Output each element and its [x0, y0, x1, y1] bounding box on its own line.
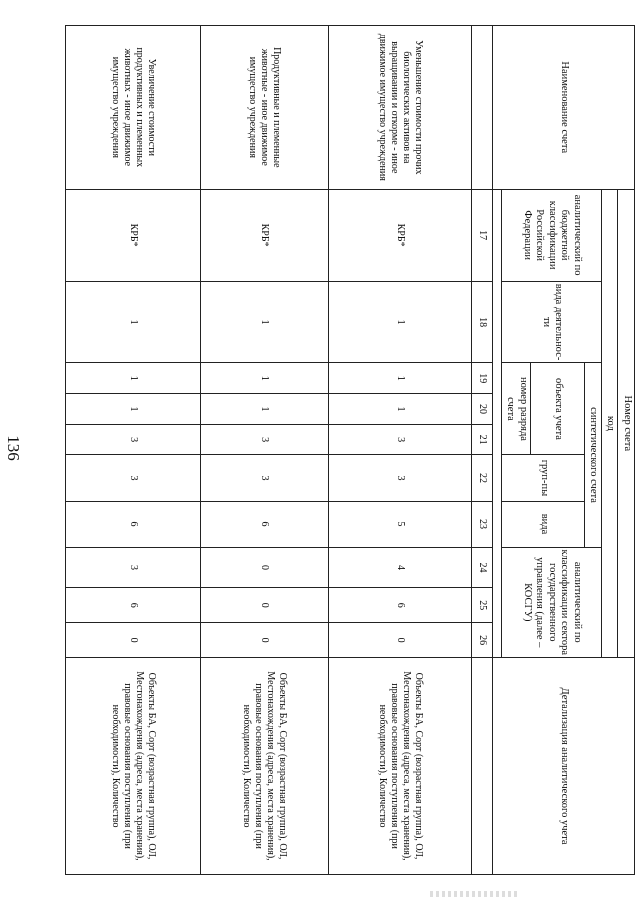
row-cell: 6 [329, 588, 472, 623]
header-analytic-budget: аналитический по бюджетной классификации Российской Федерации [502, 189, 602, 281]
accounts-table [65, 25, 635, 875]
row-cell: 3 [66, 424, 201, 455]
row-cell: 0 [200, 588, 328, 623]
header-account-name: Наименование счета [492, 26, 634, 190]
row-cell: 0 [66, 623, 201, 658]
header-spacer [492, 189, 501, 657]
row-cell: 6 [200, 501, 328, 547]
row-cell: 1 [329, 394, 472, 425]
table-row [329, 26, 472, 875]
column-number: 17 [472, 189, 493, 281]
row-cell: 1 [200, 363, 328, 394]
header-group: груп-пы [502, 455, 585, 501]
column-number: 24 [472, 547, 493, 588]
row-cell: 6 [66, 501, 201, 547]
header-activity-type: вида деятельнос-ти [502, 281, 602, 363]
rotated-table-frame [65, 25, 635, 875]
column-number-row [472, 26, 493, 875]
row-detail: Объекты БА, Сорт (возрастная группа), ОЛ, Местонахождения (адреса, места хранения), правовые основания поступления (при необходимости), Количество [329, 658, 472, 875]
table-content [65, 25, 635, 875]
header-account-object: объекта учета [531, 363, 585, 455]
row-cell: 3 [66, 455, 201, 501]
row-cell: 0 [329, 623, 472, 658]
row-cell: 3 [66, 547, 201, 588]
header-detail: Детализация аналитического учета [492, 658, 634, 875]
row-cell: КРБ* [200, 189, 328, 281]
header-type: вида [502, 501, 585, 547]
row-cell: 1 [329, 281, 472, 363]
column-number: 20 [472, 394, 493, 425]
table-row [200, 26, 328, 875]
column-number: 25 [472, 588, 493, 623]
row-cell: 6 [66, 588, 201, 623]
row-cell: КРБ* [329, 189, 472, 281]
row-cell: 3 [329, 424, 472, 455]
row-cell: 4 [329, 547, 472, 588]
column-number: 19 [472, 363, 493, 394]
header-digit-number: номер разряда счета [502, 363, 531, 455]
row-cell: 1 [66, 394, 201, 425]
column-number: 26 [472, 623, 493, 658]
row-account-name: Продуктивные и племенные животные - иное движимое имущество учреждения [200, 26, 328, 190]
row-account-name: Увеличение стоимости продуктивных и племенных животных - иное движимое имущество учреждения [66, 26, 201, 190]
header-row-1 [618, 26, 635, 875]
row-cell: 1 [329, 363, 472, 394]
column-number: 18 [472, 281, 493, 363]
scan-artifact [430, 891, 520, 897]
row-cell: 1 [66, 363, 201, 394]
table-row [66, 26, 201, 875]
row-detail: Объекты БА, Сорт (возрастная группа), ОЛ, Местонахождения (адреса, места хранения), правовые основания поступления (при необходимости), Количество [66, 658, 201, 875]
column-number-blank [472, 26, 493, 190]
header-account-number: Номер счета [618, 189, 635, 657]
page-number: 136 [4, 435, 23, 461]
row-detail: Объекты БА, Сорт (возрастная группа), ОЛ, Местонахождения (адреса, места хранения), правовые основания поступления (при необходимости), Количество [200, 658, 328, 875]
column-number: 23 [472, 501, 493, 547]
header-code: код [601, 189, 618, 657]
row-cell: 1 [66, 281, 201, 363]
row-cell: 1 [200, 394, 328, 425]
header-synthetic-account: синтетического счета [585, 363, 602, 547]
row-cell: 5 [329, 501, 472, 547]
row-cell: 0 [200, 623, 328, 658]
row-cell: 0 [200, 547, 328, 588]
column-number-blank [472, 658, 493, 875]
row-cell: 3 [329, 455, 472, 501]
row-cell: 3 [200, 424, 328, 455]
column-number: 22 [472, 455, 493, 501]
header-analytic-kosgu: аналитический по классификации сектора государственного управления (далее – КОСГУ) [502, 547, 602, 658]
row-cell: 3 [200, 455, 328, 501]
row-cell: КРБ* [66, 189, 201, 281]
row-cell: 1 [200, 281, 328, 363]
row-account-name: Уменьшение стоимости прочих биологических активов на выращивании и откорме - иное движимое имущество учреждения [329, 26, 472, 190]
column-number: 21 [472, 424, 493, 455]
